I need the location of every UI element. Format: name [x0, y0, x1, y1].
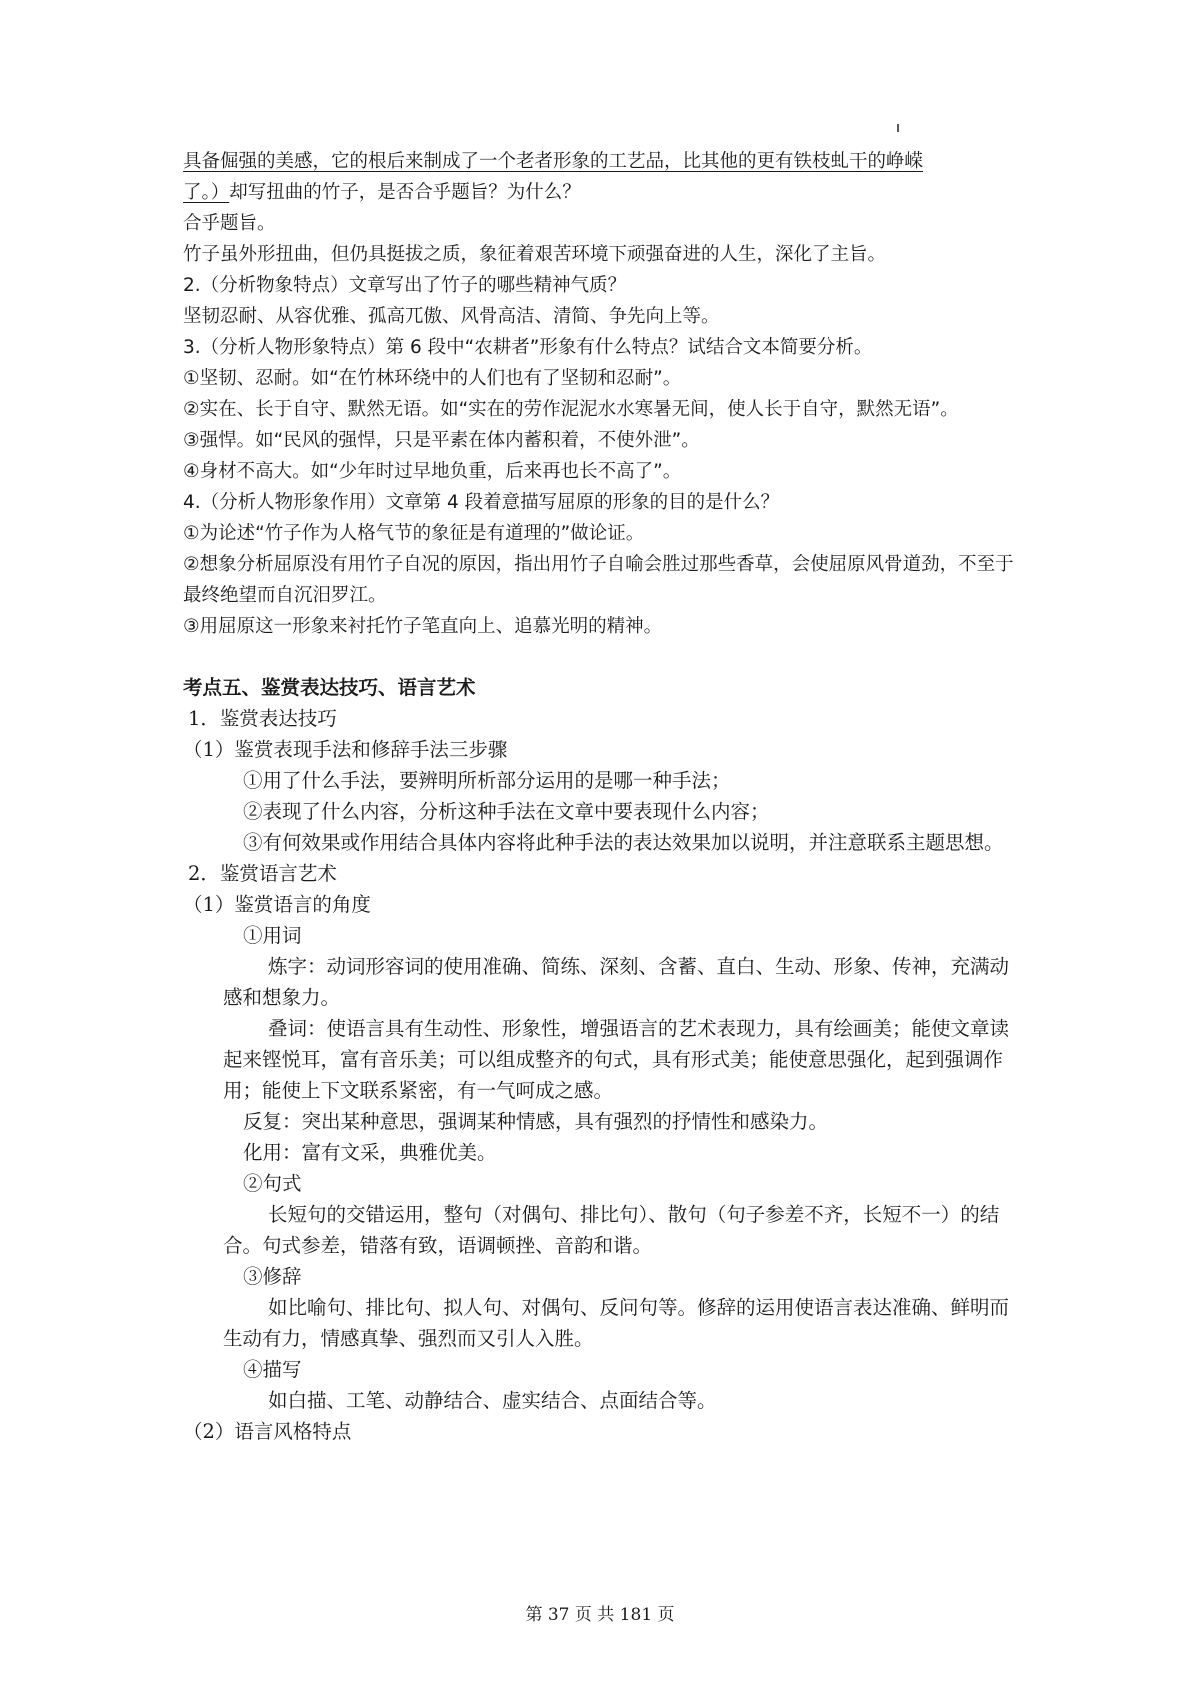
answer-line: ③强悍。如“民风的强悍，只是平素在体内蓄积着，不使外泄”。 — [183, 430, 700, 451]
answer-line: ①坚韧、忍耐。如“在竹林环绕中的人们也有了坚韧和忍耐”。 — [183, 368, 682, 389]
underlined-text: 了。） — [183, 182, 230, 203]
paragraph: 长短句的交错运用，整句（对偶句、排比句）、散句（句子参差不齐，长短不一）的结合。句式参差，错落有致，语调顿挫、音韵和谐。 — [223, 1203, 1000, 1257]
answer-line: 竹子虽外形扭曲，但仍具挺拔之质，象征着艰苦环境下顽强奋进的人生，深化了主旨。 — [183, 244, 887, 265]
answer-line: 合乎题旨。 — [183, 213, 276, 234]
margin-mark — [897, 124, 899, 132]
step-item: ①用了什么手法，要辨明所析部分运用的是哪一种手法； — [243, 769, 731, 792]
subheading: （1）鉴赏语言的角度 — [183, 893, 371, 916]
paragraph: 如比喻句、排比句、拟人句、对偶句、反问句等。修辞的运用使语言表达准确、鲜明而生动有力，情感真挚、强烈而又引人入胜。 — [223, 1296, 1010, 1350]
answer-line: ②实在、长于自守、默然无语。如“实在的劳作泥泥水水寒暑无间，使人长于自守，默然无语”。 — [183, 399, 959, 420]
page-content — [183, 146, 1025, 1447]
category-label: ③修辞 — [243, 1265, 302, 1288]
underlined-text: 具备倔强的美感，它的根后来制成了一个老者形象的工艺品，比其他的更有铁枝虬干的峥嵘 — [183, 151, 924, 172]
answer-line: ④身材不高大。如“少年时过早地负重，后来再也长不高了”。 — [183, 461, 682, 482]
paragraph: 叠词：使语言具有生动性、形象性，增强语言的艺术表现力，具有绘画美；能使文章读起来铿悦耳，富有音乐美；可以组成整齐的句式，具有形式美；能使意思强化，起到强调作用；能使上下文联系紧密，有一气呵成之感。 — [223, 1017, 1010, 1102]
subheading: （2）语言风格特点 — [183, 1420, 352, 1443]
subheading: 2．鉴赏语言艺术 — [188, 862, 337, 885]
answer-line: ①为论述“竹子作为人格气节的象征是有道理的”做论证。 — [183, 523, 645, 544]
step-item: ②表现了什么内容，分析这种手法在文章中要表现什么内容； — [243, 800, 770, 823]
intro-line-1 — [183, 146, 1025, 177]
paragraph: 化用：富有文采，典雅优美。 — [243, 1141, 497, 1164]
step-item: ③有何效果或作用结合具体内容将此种手法的表达效果加以说明，并注意联系主题思想。 — [243, 831, 1004, 854]
category-label: ④描写 — [243, 1358, 302, 1381]
question-4: 4.（分析人物形象作用）文章第 4 段着意描写屈原的形象的目的是什么？ — [183, 492, 780, 513]
category-label: ①用词 — [243, 924, 302, 947]
category-label: ②句式 — [243, 1172, 302, 1195]
question-text: 却写扭曲的竹子，是否合乎题旨？为什么？ — [229, 182, 581, 203]
subheading: （1）鉴赏表现手法和修辞手法三步骤 — [183, 738, 508, 761]
paragraph: 如白描、工笔、动静结合、虚实结合、点面结合等。 — [268, 1389, 717, 1412]
section-heading: 考点五、鉴赏表达技巧、语言艺术 — [183, 676, 476, 699]
intro-line-2 — [183, 177, 1025, 208]
answer-line: ②想象分析屈原没有用竹子自况的原因，指出用竹子自喻会胜过那些香草，会使屈原风骨道劲，不至于最终绝望而自沉汨罗江。 — [183, 554, 1014, 606]
answer-line: ③用屈原这一形象来衬托竹子笔直向上、追慕光明的精神。 — [183, 616, 663, 637]
page-footer: 第 37 页 共 181 页 — [525, 1605, 675, 1625]
subheading: 1．鉴赏表达技巧 — [188, 707, 337, 730]
answer-line: 坚韧忍耐、从容优雅、孤高兀傲、风骨高洁、清简、争先向上等。 — [183, 306, 720, 327]
question-2: 2.（分析物象特点）文章写出了竹子的哪些精神气质？ — [183, 275, 627, 296]
question-3: 3.（分析人物形象特点）第 6 段中“农耕者”形象有什么特点？试结合文本简要分析。 — [183, 337, 873, 358]
paragraph: 炼字：动词形容词的使用准确、简练、深刻、含蓄、直白、生动、形象、传神，充满动感和想象力。 — [223, 955, 1010, 1009]
paragraph: 反复：突出某种意思，强调某种情感，具有强烈的抒情性和感染力。 — [243, 1110, 829, 1133]
